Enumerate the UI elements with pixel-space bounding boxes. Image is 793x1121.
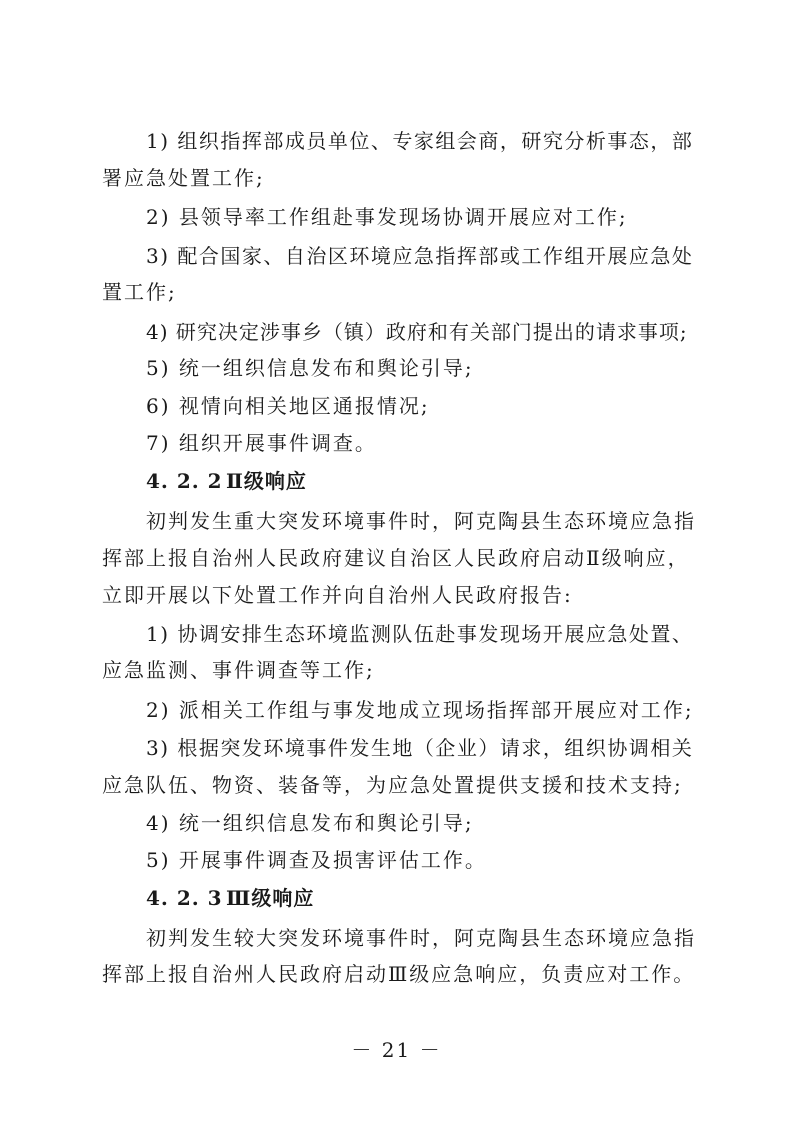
list-item-continued: 置工作; — [102, 280, 177, 304]
paragraph-line: 初判发生重大突发环境事件时，阿克陶县生态环境应急指 — [146, 509, 696, 533]
paragraph-line: 挥部上报自治州人民政府建议自治区人民政府启动Ⅱ级响应， — [102, 546, 690, 570]
list-item: 2) 县领导率工作组赴事发现场协调开展应对工作; — [146, 205, 628, 229]
list-item: 2) 派相关工作组与事发地成立现场指挥部开展应对工作; — [146, 698, 694, 722]
list-item: 3) 根据突发环境事件发生地（企业）请求，组织协调相关 — [146, 736, 694, 760]
section-number: 4. 2. 3 — [146, 886, 223, 910]
paragraph-line: 初判发生较大突发环境事件时，阿克陶县生态环境应急指 — [146, 926, 696, 950]
section-heading — [146, 468, 307, 494]
section-title: Ⅱ级响应 — [226, 469, 307, 493]
list-item: 1) 组织指挥部成员单位、专家组会商，研究分析事态，部 — [146, 129, 694, 153]
list-item: 7) 组织开展事件调查。 — [146, 431, 377, 455]
list-item: 5) 开展事件调查及损害评估工作。 — [146, 848, 487, 872]
list-item: 1) 协调安排生态环境监测队伍赴事发现场开展应急处置、 — [146, 622, 694, 646]
paragraph-line: 立即开展以下处置工作并向自治州人民政府报告: — [102, 583, 573, 607]
paragraph-line: 挥部上报自治州人民政府启动Ⅲ级应急响应，负责应对工作。 — [102, 962, 696, 986]
list-item: 5) 统一组织信息发布和舆论引导; — [146, 356, 474, 380]
section-title: Ⅲ级响应 — [226, 886, 315, 910]
page-number: － 21 － — [351, 1038, 442, 1062]
list-item-continued: 应急队伍、物资、装备等，为应急处置提供支援和技术支持; — [102, 773, 683, 797]
list-item-continued: 应急监测、事件调查等工作; — [102, 658, 375, 682]
section-heading — [146, 885, 314, 911]
list-item: 4) 研究决定涉事乡（镇）政府和有关部门提出的请求事项; — [146, 320, 688, 344]
list-item: 6) 视情向相关地区通报情况; — [146, 394, 430, 418]
list-item: 4) 统一组织信息发布和舆论引导; — [146, 811, 474, 835]
list-item-continued: 署应急处置工作; — [102, 166, 265, 190]
section-number: 4. 2. 2 — [146, 469, 223, 493]
list-item: 3) 配合国家、自治区环境应急指挥部或工作组开展应急处 — [146, 244, 694, 268]
